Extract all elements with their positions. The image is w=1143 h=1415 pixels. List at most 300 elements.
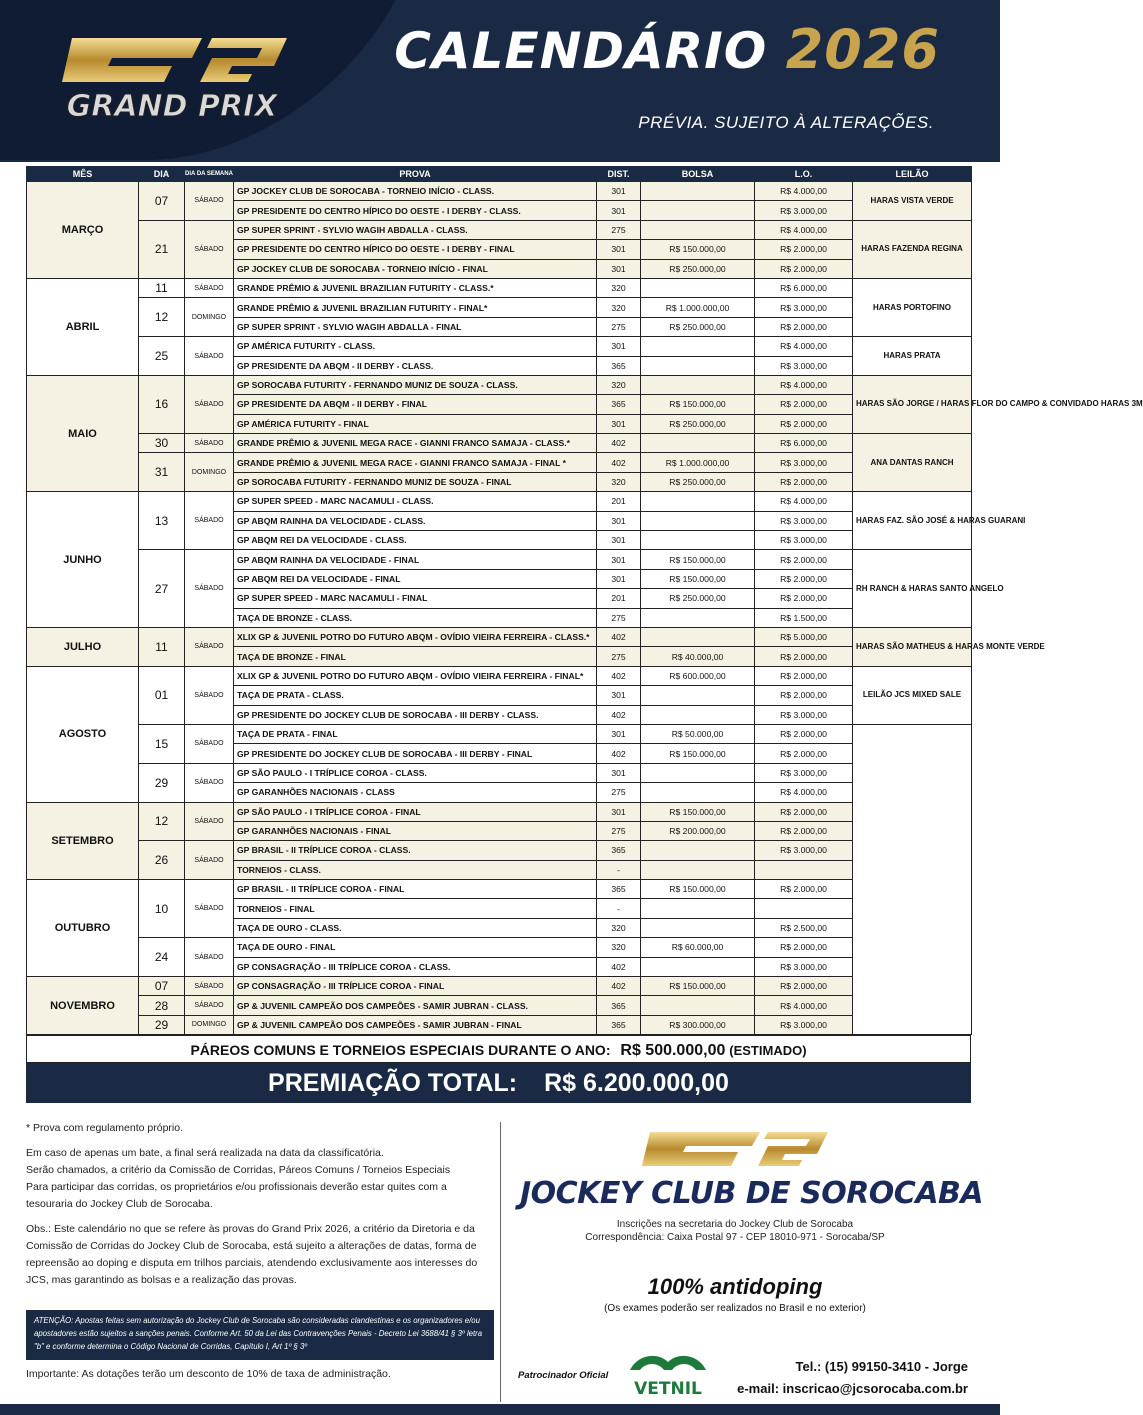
club-inscricoes: Inscrições na secretaria do Jockey Club de Sorocaba bbox=[616, 1219, 854, 1230]
note-importante: Importante: As dotações terão um desconto de 10% de taxa de administração. bbox=[26, 1368, 391, 1380]
weekday-cell: SÁBADO bbox=[185, 977, 234, 996]
race-name-cell: GP SOROCABA FUTURITY - FERNANDO MUNIZ DE SOUZA - CLASS. bbox=[234, 375, 597, 394]
entry-fee-cell: R$ 1.500,00 bbox=[755, 608, 853, 627]
purse-cell: R$ 200.000,00 bbox=[641, 821, 755, 840]
distance-cell: 301 bbox=[597, 259, 641, 278]
entry-fee-cell: R$ 2.000,00 bbox=[755, 589, 853, 608]
purse-cell bbox=[641, 627, 755, 646]
purse-cell bbox=[641, 511, 755, 530]
distance-cell: 301 bbox=[597, 337, 641, 356]
entry-fee-cell: R$ 4.000,00 bbox=[755, 182, 853, 201]
race-name-cell: GP PRESIDENTE DO CENTRO HÍPICO DO OESTE - I DERBY - CLASS. bbox=[234, 201, 597, 220]
entry-fee-cell: R$ 6.000,00 bbox=[755, 434, 853, 453]
race-name-cell: GP JOCKEY CLUB DE SOROCABA - TORNEIO INÍCIO - CLASS. bbox=[234, 182, 597, 201]
distance-cell: 301 bbox=[597, 182, 641, 201]
distance-cell: 301 bbox=[597, 531, 641, 550]
entry-fee-cell: R$ 4.000,00 bbox=[755, 492, 853, 511]
table-row bbox=[27, 880, 972, 899]
contact-phone: Tel.: (15) 99150-3410 - Jorge bbox=[795, 1359, 968, 1374]
note-line: Em caso de apenas um bate, a final será realizada na data da classificatória. bbox=[26, 1147, 384, 1159]
race-name-cell: TAÇA DE BRONZE - CLASS. bbox=[234, 608, 597, 627]
purse-cell bbox=[641, 957, 755, 976]
distance-cell: - bbox=[597, 899, 641, 918]
month-cell: MAIO bbox=[27, 375, 139, 491]
day-cell: 07 bbox=[139, 977, 185, 996]
race-name-cell: TAÇA DE PRATA - CLASS. bbox=[234, 686, 597, 705]
table-row bbox=[27, 337, 972, 356]
purse-cell: R$ 1.000.000,00 bbox=[641, 298, 755, 317]
distance-cell: 301 bbox=[597, 569, 641, 588]
table-row bbox=[27, 938, 972, 957]
purse-cell bbox=[641, 783, 755, 802]
day-cell: 31 bbox=[139, 453, 185, 492]
weekday-cell: SÁBADO bbox=[185, 337, 234, 376]
purse-cell: R$ 60.000,00 bbox=[641, 938, 755, 957]
table-row bbox=[27, 996, 972, 1015]
entry-fee-cell: R$ 2.000,00 bbox=[755, 550, 853, 569]
race-name-cell: XLIX GP & JUVENIL POTRO DO FUTURO ABQM - OVÍDIO VIEIRA FERREIRA - FINAL* bbox=[234, 666, 597, 685]
weekday-cell: SÁBADO bbox=[185, 996, 234, 1015]
purse-cell: R$ 40.000,00 bbox=[641, 647, 755, 666]
month-cell: OUTUBRO bbox=[27, 880, 139, 977]
distance-cell: 402 bbox=[597, 957, 641, 976]
month-cell: ABRIL bbox=[27, 278, 139, 375]
race-name-cell: GP SÃO PAULO - I TRÍPLICE COROA - FINAL bbox=[234, 802, 597, 821]
distance-cell: 365 bbox=[597, 395, 641, 414]
purse-cell bbox=[641, 201, 755, 220]
distance-cell: 402 bbox=[597, 705, 641, 724]
purse-cell bbox=[641, 337, 755, 356]
table-row bbox=[27, 1015, 972, 1034]
distance-cell: 365 bbox=[597, 356, 641, 375]
purse-cell bbox=[641, 531, 755, 550]
weekday-cell: SÁBADO bbox=[185, 724, 234, 763]
table-row bbox=[27, 298, 972, 317]
notes-section bbox=[26, 1120, 496, 1297]
race-name-cell: GRANDE PRÊMIO & JUVENIL MEGA RACE - GIANNI FRANCO SAMAJA - FINAL * bbox=[234, 453, 597, 472]
day-cell: 11 bbox=[139, 627, 185, 666]
race-name-cell: GP AMÉRICA FUTURITY - FINAL bbox=[234, 414, 597, 433]
annual-summary bbox=[26, 1035, 971, 1063]
purse-cell bbox=[641, 860, 755, 879]
auction-cell: HARAS FAZ. SÃO JOSÉ & HARAS GUARANI bbox=[853, 492, 972, 550]
table-row bbox=[27, 841, 972, 860]
race-name-cell: GP PRESIDENTE DO CENTRO HÍPICO DO OESTE - I DERBY - FINAL bbox=[234, 240, 597, 259]
entry-fee-cell: R$ 3.000,00 bbox=[755, 763, 853, 782]
race-name-cell: GP SUPER SPRINT - SYLVIO WAGIH ABDALLA - FINAL bbox=[234, 317, 597, 336]
purse-cell: R$ 150.000,00 bbox=[641, 240, 755, 259]
day-cell: 10 bbox=[139, 880, 185, 938]
distance-cell: 275 bbox=[597, 317, 641, 336]
purse-cell: R$ 600.000,00 bbox=[641, 666, 755, 685]
auction-cell: LEILÃO JCS MIXED SALE bbox=[853, 666, 972, 724]
purse-cell: R$ 150.000,00 bbox=[641, 395, 755, 414]
entry-fee-cell: R$ 4.000,00 bbox=[755, 783, 853, 802]
distance-cell: 301 bbox=[597, 550, 641, 569]
entry-fee-cell: R$ 2.000,00 bbox=[755, 744, 853, 763]
distance-cell: 301 bbox=[597, 240, 641, 259]
purse-cell: R$ 250.000,00 bbox=[641, 414, 755, 433]
weekday-cell: SÁBADO bbox=[185, 841, 234, 880]
purse-cell bbox=[641, 608, 755, 627]
purse-cell: R$ 250.000,00 bbox=[641, 589, 755, 608]
entry-fee-cell: R$ 2.000,00 bbox=[755, 414, 853, 433]
day-cell: 01 bbox=[139, 666, 185, 724]
race-name-cell: GP BRASIL - II TRÍPLICE COROA - CLASS. bbox=[234, 841, 597, 860]
race-name-cell: GRANDE PRÊMIO & JUVENIL BRAZILIAN FUTURITY - FINAL* bbox=[234, 298, 597, 317]
distance-cell: 320 bbox=[597, 472, 641, 491]
weekday-cell: SÁBADO bbox=[185, 763, 234, 802]
purse-cell bbox=[641, 375, 755, 394]
club-correspondencia: Correspondência: Caixa Postal 97 - CEP 18010-971 - Sorocaba/SP bbox=[585, 1232, 885, 1243]
antidoping-note: (Os exames poderão ser realizados no Brasil e no exterior) bbox=[604, 1303, 866, 1314]
weekday-cell: SÁBADO bbox=[185, 627, 234, 666]
entry-fee-cell: R$ 3.000,00 bbox=[755, 298, 853, 317]
race-name-cell: GP ABQM REI DA VELOCIDADE - CLASS. bbox=[234, 531, 597, 550]
purse-cell bbox=[641, 763, 755, 782]
distance-cell: 301 bbox=[597, 201, 641, 220]
col-header-prova: PROVA bbox=[234, 167, 597, 182]
entry-fee-cell: R$ 2.000,00 bbox=[755, 472, 853, 491]
col-header-dia-semana: DIA DA SEMANA bbox=[185, 167, 234, 182]
distance-cell: 275 bbox=[597, 783, 641, 802]
race-name-cell: TORNEIOS - CLASS. bbox=[234, 860, 597, 879]
vetnil-logo bbox=[618, 1350, 718, 1398]
race-name-cell: GP CONSAGRAÇÃO - III TRÍPLICE COROA - CLASS. bbox=[234, 957, 597, 976]
entry-fee-cell: R$ 3.000,00 bbox=[755, 531, 853, 550]
club-address bbox=[520, 1218, 950, 1244]
race-name-cell: TAÇA DE OURO - CLASS. bbox=[234, 918, 597, 937]
entry-fee-cell: R$ 2.500,00 bbox=[755, 918, 853, 937]
jcs-emblem-icon bbox=[640, 1128, 830, 1178]
entry-fee-cell: R$ 2.000,00 bbox=[755, 724, 853, 743]
entry-fee-cell bbox=[755, 860, 853, 879]
race-name-cell: GP BRASIL - II TRÍPLICE COROA - FINAL bbox=[234, 880, 597, 899]
entry-fee-cell: R$ 2.000,00 bbox=[755, 802, 853, 821]
day-cell: 07 bbox=[139, 182, 185, 221]
month-cell: SETEMBRO bbox=[27, 802, 139, 880]
entry-fee-cell: R$ 2.000,00 bbox=[755, 647, 853, 666]
purse-cell bbox=[641, 686, 755, 705]
race-name-cell: GP GARANHÕES NACIONAIS - CLASS bbox=[234, 783, 597, 802]
table-row bbox=[27, 977, 972, 996]
purse-cell bbox=[641, 356, 755, 375]
entry-fee-cell: R$ 3.000,00 bbox=[755, 841, 853, 860]
month-cell: JUNHO bbox=[27, 492, 139, 628]
table-row bbox=[27, 434, 972, 453]
race-name-cell: GP GARANHÕES NACIONAIS - FINAL bbox=[234, 821, 597, 840]
distance-cell: 275 bbox=[597, 821, 641, 840]
race-name-cell: GP & JUVENIL CAMPEÃO DOS CAMPEÕES - SAMIR JUBRAN - CLASS. bbox=[234, 996, 597, 1015]
table-row bbox=[27, 627, 972, 646]
atencao-box: ATENÇÃO: Apostas feitas sem autorização do Jockey Club de Sorocaba são consideradas clandestinas e os organizadores e/ou apostadores estão sujeitos a sanções penais. Conforme Art. 50 da Lei das Contravenções Penais - Decreto Lei 3688/41 § 3º letra "b" e conforme determina o Código Nacional de Corridas, Capítulo I, Art 1º § 3º bbox=[26, 1310, 494, 1360]
entry-fee-cell: R$ 2.000,00 bbox=[755, 240, 853, 259]
entry-fee-cell: R$ 4.000,00 bbox=[755, 375, 853, 394]
table-row bbox=[27, 550, 972, 569]
purse-cell bbox=[641, 220, 755, 239]
race-name-cell: GP SOROCABA FUTURITY - FERNANDO MUNIZ DE SOUZA - FINAL bbox=[234, 472, 597, 491]
purse-cell bbox=[641, 918, 755, 937]
entry-fee-cell: R$ 3.000,00 bbox=[755, 957, 853, 976]
header-banner bbox=[0, 0, 1000, 162]
calendar-table bbox=[26, 166, 1143, 1035]
table-row bbox=[27, 724, 972, 743]
table-row bbox=[27, 763, 972, 782]
day-cell: 29 bbox=[139, 1015, 185, 1034]
entry-fee-cell: R$ 2.000,00 bbox=[755, 569, 853, 588]
distance-cell: 320 bbox=[597, 298, 641, 317]
race-name-cell: GP ABQM RAINHA DA VELOCIDADE - CLASS. bbox=[234, 511, 597, 530]
weekday-cell: SÁBADO bbox=[185, 278, 234, 297]
day-cell: 16 bbox=[139, 375, 185, 433]
distance-cell: 402 bbox=[597, 666, 641, 685]
distance-cell: 320 bbox=[597, 375, 641, 394]
weekday-cell: SÁBADO bbox=[185, 220, 234, 278]
antidoping-title: 100% antidoping bbox=[647, 1274, 823, 1299]
race-name-cell: GP SUPER SPEED - MARC NACAMULI - CLASS. bbox=[234, 492, 597, 511]
total-prize-bar bbox=[26, 1063, 971, 1103]
race-name-cell: GP PRESIDENTE DO JOCKEY CLUB DE SOROCABA - III DERBY - FINAL bbox=[234, 744, 597, 763]
month-cell: AGOSTO bbox=[27, 666, 139, 802]
distance-cell: 201 bbox=[597, 492, 641, 511]
purse-cell: R$ 150.000,00 bbox=[641, 802, 755, 821]
purse-cell bbox=[641, 899, 755, 918]
weekday-cell: SÁBADO bbox=[185, 880, 234, 938]
col-header-bolsa: BOLSA bbox=[641, 167, 755, 182]
auction-cell: HARAS VISTA VERDE bbox=[853, 182, 972, 221]
race-name-cell: GP & JUVENIL CAMPEÃO DOS CAMPEÕES - SAMIR JUBRAN - FINAL bbox=[234, 1015, 597, 1034]
table-header-row bbox=[27, 167, 972, 182]
col-header-dist: DIST. bbox=[597, 167, 641, 182]
summary-note: (ESTIMADO) bbox=[729, 1043, 807, 1058]
weekday-cell: SÁBADO bbox=[185, 666, 234, 724]
race-name-cell: GP JOCKEY CLUB DE SOROCABA - TORNEIO INÍCIO - FINAL bbox=[234, 259, 597, 278]
distance-cell: 365 bbox=[597, 1015, 641, 1034]
purse-cell bbox=[641, 434, 755, 453]
distance-cell: 402 bbox=[597, 627, 641, 646]
distance-cell: 301 bbox=[597, 802, 641, 821]
race-name-cell: GP ABQM REI DA VELOCIDADE - FINAL bbox=[234, 569, 597, 588]
weekday-cell: DOMINGO bbox=[185, 1015, 234, 1034]
day-cell: 30 bbox=[139, 434, 185, 453]
auction-cell: HARAS FAZENDA REGINA bbox=[853, 220, 972, 278]
vetnil-text: VETNIL bbox=[634, 1379, 702, 1399]
distance-cell: 301 bbox=[597, 511, 641, 530]
col-header-mes: MÊS bbox=[27, 167, 139, 182]
table-row bbox=[27, 278, 972, 297]
distance-cell: 365 bbox=[597, 841, 641, 860]
auction-cell: HARAS PORTOFINO bbox=[853, 278, 972, 336]
race-name-cell: GP PRESIDENTE DA ABQM - II DERBY - FINAL bbox=[234, 395, 597, 414]
day-cell: 28 bbox=[139, 996, 185, 1015]
weekday-cell: SÁBADO bbox=[185, 434, 234, 453]
entry-fee-cell: R$ 6.000,00 bbox=[755, 278, 853, 297]
weekday-cell: SÁBADO bbox=[185, 182, 234, 221]
race-name-cell: GP SUPER SPRINT - SYLVIO WAGIH ABDALLA - CLASS. bbox=[234, 220, 597, 239]
col-header-dia: DIA bbox=[139, 167, 185, 182]
distance-cell: 201 bbox=[597, 589, 641, 608]
race-name-cell: GP SUPER SPEED - MARC NACAMULI - FINAL bbox=[234, 589, 597, 608]
weekday-cell: SÁBADO bbox=[185, 550, 234, 628]
distance-cell: 402 bbox=[597, 453, 641, 472]
entry-fee-cell: R$ 2.000,00 bbox=[755, 977, 853, 996]
col-header-lo: L.O. bbox=[755, 167, 853, 182]
weekday-cell: SÁBADO bbox=[185, 375, 234, 433]
race-name-cell: XLIX GP & JUVENIL POTRO DO FUTURO ABQM - OVÍDIO VIEIRA FERREIRA - CLASS.* bbox=[234, 627, 597, 646]
purse-cell: R$ 1.000.000,00 bbox=[641, 453, 755, 472]
table-row bbox=[27, 492, 972, 511]
auction-cell: RH RANCH & HARAS SANTO ANGELO bbox=[853, 550, 972, 628]
contact-email[interactable]: e-mail: inscricao@jcsorocaba.com.br bbox=[737, 1381, 968, 1396]
purse-cell: R$ 250.000,00 bbox=[641, 472, 755, 491]
entry-fee-cell: R$ 2.000,00 bbox=[755, 259, 853, 278]
note-line: Serão chamados, a critério da Comissão de Corridas, Páreos Comuns / Torneios Especiais bbox=[26, 1164, 451, 1176]
race-name-cell: GP PRESIDENTE DA ABQM - II DERBY - CLASS. bbox=[234, 356, 597, 375]
weekday-cell: DOMINGO bbox=[185, 298, 234, 337]
vertical-divider bbox=[500, 1122, 501, 1402]
entry-fee-cell bbox=[755, 899, 853, 918]
entry-fee-cell: R$ 2.000,00 bbox=[755, 395, 853, 414]
entry-fee-cell: R$ 3.000,00 bbox=[755, 356, 853, 375]
entry-fee-cell: R$ 3.000,00 bbox=[755, 1015, 853, 1034]
day-cell: 12 bbox=[139, 298, 185, 337]
entry-fee-cell: R$ 5.000,00 bbox=[755, 627, 853, 646]
purse-cell bbox=[641, 278, 755, 297]
total-label: PREMIAÇÃO TOTAL: bbox=[268, 1069, 518, 1097]
race-name-cell: TAÇA DE PRATA - FINAL bbox=[234, 724, 597, 743]
distance-cell: 301 bbox=[597, 763, 641, 782]
entry-fee-cell: R$ 3.000,00 bbox=[755, 511, 853, 530]
entry-fee-cell: R$ 4.000,00 bbox=[755, 996, 853, 1015]
purse-cell: R$ 50.000,00 bbox=[641, 724, 755, 743]
distance-cell: 402 bbox=[597, 744, 641, 763]
contact-info bbox=[737, 1356, 968, 1400]
page-title bbox=[394, 18, 940, 81]
distance-cell: - bbox=[597, 860, 641, 879]
month-cell: MARÇO bbox=[27, 182, 139, 279]
auction-cell: HARAS PRATA bbox=[853, 337, 972, 376]
weekday-cell: DOMINGO bbox=[185, 453, 234, 492]
calendar-body bbox=[27, 182, 1143, 1035]
race-name-cell: GRANDE PRÊMIO & JUVENIL MEGA RACE - GIANNI FRANCO SAMAJA - CLASS.* bbox=[234, 434, 597, 453]
entry-fee-cell: R$ 4.000,00 bbox=[755, 337, 853, 356]
table-row bbox=[27, 220, 972, 239]
table-row bbox=[27, 802, 972, 821]
auction-cell: HARAS SÃO MATHEUS & HARAS MONTE VERDE bbox=[853, 627, 972, 666]
purse-cell bbox=[641, 996, 755, 1015]
purse-cell: R$ 150.000,00 bbox=[641, 569, 755, 588]
logo-text: GRAND PRIX bbox=[66, 89, 278, 124]
purse-cell: R$ 150.000,00 bbox=[641, 550, 755, 569]
title-word: CALENDÁRIO bbox=[394, 22, 768, 80]
day-cell: 15 bbox=[139, 724, 185, 763]
race-name-cell: TORNEIOS - FINAL bbox=[234, 899, 597, 918]
weekday-cell: SÁBADO bbox=[185, 492, 234, 550]
note-asterisk: * Prova com regulamento próprio. bbox=[26, 1122, 183, 1134]
month-cell: JULHO bbox=[27, 627, 139, 666]
distance-cell: 301 bbox=[597, 414, 641, 433]
race-name-cell: TAÇA DE BRONZE - FINAL bbox=[234, 647, 597, 666]
sponsor-label: Patrocinador Oficial bbox=[518, 1370, 609, 1381]
total-value: R$ 6.200.000,00 bbox=[544, 1069, 729, 1097]
footer-bar bbox=[0, 1404, 1000, 1415]
race-name-cell: TAÇA DE OURO - FINAL bbox=[234, 938, 597, 957]
day-cell: 11 bbox=[139, 278, 185, 297]
purse-cell: R$ 300.000,00 bbox=[641, 1015, 755, 1034]
entry-fee-cell: R$ 2.000,00 bbox=[755, 938, 853, 957]
auction-cell bbox=[853, 724, 972, 1034]
auction-cell: ANA DANTAS RANCH bbox=[853, 434, 972, 492]
race-name-cell: GP CONSAGRAÇÃO - III TRÍPLICE COROA - FINAL bbox=[234, 977, 597, 996]
weekday-cell: SÁBADO bbox=[185, 938, 234, 977]
purse-cell bbox=[641, 841, 755, 860]
entry-fee-cell: R$ 2.000,00 bbox=[755, 880, 853, 899]
day-cell: 26 bbox=[139, 841, 185, 880]
race-name-cell: GP PRESIDENTE DO JOCKEY CLUB DE SOROCABA - III DERBY - CLASS. bbox=[234, 705, 597, 724]
day-cell: 12 bbox=[139, 802, 185, 841]
entry-fee-cell: R$ 2.000,00 bbox=[755, 317, 853, 336]
month-cell: NOVEMBRO bbox=[27, 977, 139, 1035]
club-name: JOCKEY CLUB DE SOROCABA bbox=[520, 1176, 984, 1211]
entry-fee-cell: R$ 3.000,00 bbox=[755, 201, 853, 220]
race-name-cell: GP AMÉRICA FUTURITY - CLASS. bbox=[234, 337, 597, 356]
distance-cell: 275 bbox=[597, 220, 641, 239]
purse-cell: R$ 250.000,00 bbox=[641, 259, 755, 278]
day-cell: 27 bbox=[139, 550, 185, 628]
day-cell: 25 bbox=[139, 337, 185, 376]
distance-cell: 301 bbox=[597, 686, 641, 705]
summary-label: PÁREOS COMUNS E TORNEIOS ESPECIAIS DURANTE O ANO: bbox=[190, 1042, 611, 1058]
distance-cell: 301 bbox=[597, 724, 641, 743]
distance-cell: 320 bbox=[597, 918, 641, 937]
purse-cell bbox=[641, 705, 755, 724]
table-row bbox=[27, 453, 972, 472]
distance-cell: 275 bbox=[597, 608, 641, 627]
day-cell: 29 bbox=[139, 763, 185, 802]
page-subtitle: PRÉVIA. SUJEITO À ALTERAÇÕES. bbox=[638, 113, 934, 132]
distance-cell: 275 bbox=[597, 647, 641, 666]
distance-cell: 402 bbox=[597, 977, 641, 996]
entry-fee-cell: R$ 3.000,00 bbox=[755, 453, 853, 472]
purse-cell: R$ 150.000,00 bbox=[641, 977, 755, 996]
auction-cell: HARAS SÃO JORGE / HARAS FLOR DO CAMPO & CONVIDADO HARAS 3M bbox=[853, 375, 972, 433]
distance-cell: 320 bbox=[597, 278, 641, 297]
entry-fee-cell: R$ 2.000,00 bbox=[755, 666, 853, 685]
distance-cell: 365 bbox=[597, 880, 641, 899]
entry-fee-cell: R$ 2.000,00 bbox=[755, 686, 853, 705]
note-obs: Obs.: Este calendário no que se refere às provas do Grand Prix 2026, a critério da Diretoria e da Comissão de Corridas do Jockey Club de Sorocaba, está sujeito a alterações de datas, forma de repreensão ao doping e disputa em trilhos parciais, atendendo exclusivamente aos interesses do JCS, mas garantindo as bolsas e a realização das provas. bbox=[26, 1223, 478, 1286]
entry-fee-cell: R$ 4.000,00 bbox=[755, 220, 853, 239]
race-name-cell: GP ABQM RAINHA DA VELOCIDADE - FINAL bbox=[234, 550, 597, 569]
race-name-cell: GP SÃO PAULO - I TRÍPLICE COROA - CLASS. bbox=[234, 763, 597, 782]
title-year: 2026 bbox=[785, 18, 940, 81]
weekday-cell: SÁBADO bbox=[185, 802, 234, 841]
table-row bbox=[27, 182, 972, 201]
day-cell: 13 bbox=[139, 492, 185, 550]
distance-cell: 320 bbox=[597, 938, 641, 957]
grand-prix-logo bbox=[52, 28, 292, 128]
purse-cell bbox=[641, 492, 755, 511]
purse-cell: R$ 150.000,00 bbox=[641, 744, 755, 763]
purse-cell bbox=[641, 182, 755, 201]
purse-cell: R$ 150.000,00 bbox=[641, 880, 755, 899]
purse-cell: R$ 250.000,00 bbox=[641, 317, 755, 336]
note-line: Para participar das corridas, os proprietários e/ou profissionais deverão estar quites com a tesouraria do Jockey Club de Sorocaba. bbox=[26, 1181, 447, 1210]
table-row bbox=[27, 375, 972, 394]
col-header-leilao: LEILÃO bbox=[853, 167, 972, 182]
distance-cell: 365 bbox=[597, 996, 641, 1015]
entry-fee-cell: R$ 2.000,00 bbox=[755, 821, 853, 840]
